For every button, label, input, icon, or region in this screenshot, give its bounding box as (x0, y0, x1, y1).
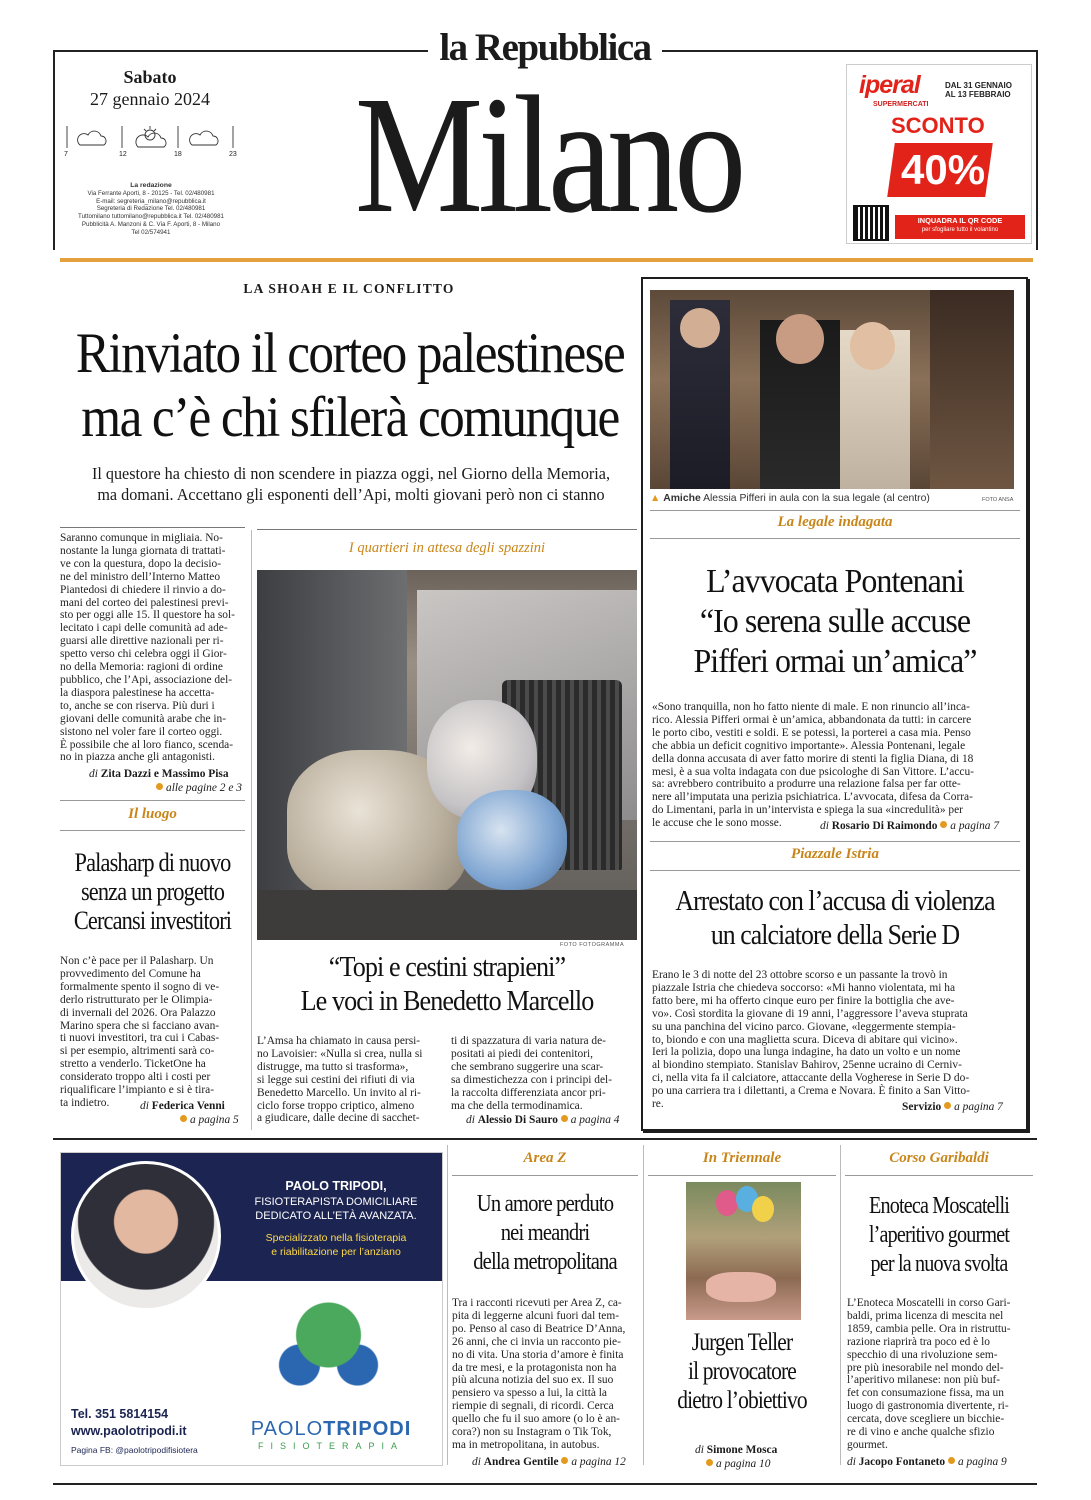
lead-body: Saranno comunque in migliaia. No- nostante la lunga giornata di trattati- ve con la questura, dopo la decisio- ne del ministro dell’Interno Matteo Piantedosi di chiedere il rinvio a do- mani del corteo dei palestinesi previ- sto per oggi alle 15. Il questore ha sol- lecitato i capi delle comunità ad ade- guarsi alle direttive nazionali per ri- spetto verso chi celebra oggi il Gior- no della Memoria: ragioni di ordine pubblico, che l’Api, associazione del- la diaspora palestinese ha accetta- to, anche se con riserva. Più duri i giovani delle comunità arabe che in- sistono nel voler fare il corteo oggi. È possibile che al loro fianco, scenda- no in piazza anche gli antagonisti. (60, 532, 235, 764)
istria-kicker: Piazzale Istria (791, 846, 879, 862)
bullet-icon (948, 1457, 955, 1464)
redazione-line: Via Ferrante Aporti, 8 - 20125 - Tel. 02/480981 (87, 189, 215, 197)
redazione-line: Segreteria di Redazione Tel. 02/480981 (96, 205, 206, 213)
redazione-line: Tuttomilano tuttomilano@repubblica.it Tel. 02/480981 (78, 213, 224, 221)
balloon-icon (752, 1196, 774, 1222)
tripodi-tel: Tel. 351 5814154 (71, 1407, 169, 1421)
brand-logo: la Repubblica (439, 26, 651, 69)
byline-author: Andrea Gentile (483, 1456, 559, 1468)
byline-author: Zita Dazzi e Massimo Pisa (100, 768, 229, 780)
weather-strip (64, 124, 244, 160)
istria-byline (902, 1101, 1003, 1113)
redazione-line: Tel 02/574941 (131, 228, 171, 236)
temp: 12 (119, 151, 127, 158)
byline-author: Federica Venni (151, 1100, 225, 1112)
pontenani-byline: di Rosario Di Raimondo a pagina 7 (820, 820, 1000, 832)
redazione-box (66, 182, 236, 237)
palasharp-body: Non c’è pace per il Palasharp. Un provvedimento del Comune ha formalmente spento il sogno di ve- derlo ristrutturato per le Olimpia- di invernali del 2026. Ora Palazzo Marino spera che si facciano avan- ti nuovi investitori, tra cui i Cabas- si per esempio, altrimenti sarà co- stretto a venderlo. TicketOne ha considerato troppo alti i costi per riqualificare l’impianto e si è tira- ta indietro. (60, 955, 220, 1109)
areaz-byline: di Andrea Gentile a pagina 12 (472, 1456, 626, 1468)
garibaldi-ref[interactable]: a pagina 9 (957, 1456, 1007, 1468)
tripodi-photo (71, 1161, 221, 1311)
court-caption: ▲ Amiche Alessia Pifferi in aula con la sua legale (al centro) (650, 493, 930, 504)
iperal-logo: iperal (859, 71, 920, 99)
lead-byline: di Zita Dazzi e Massimo Pisa (89, 768, 229, 780)
city-title: Milano (354, 62, 742, 248)
bullet-icon (180, 1115, 187, 1122)
weekday: Sabato (123, 67, 177, 87)
pontenani-headline: L’avvocata Pontenani “Io serena sulle accuse Pifferi ormai un’amica” (693, 563, 977, 680)
rats-col2: ti di spazzatura di varia natura de- positati ai piedi dei contenitori, che sembrano suggerire una scar- sa dimestichezza con i principi del- la raccolta differenziata ancor pri- ma che della termodinamica. (451, 1035, 612, 1112)
iperal-dates: DAL 31 GENNAIO AL 13 FEBBRAIO (945, 81, 1012, 99)
palasharp-kicker: Il luogo (128, 806, 177, 822)
tripodi-name: PAOLO TRIPODI, (285, 1179, 387, 1193)
date: 27 gennaio 2024 (90, 89, 210, 109)
bullet-icon (940, 821, 947, 828)
pontenani-body: «Sono tranquilla, non ho fatto niente di male. E non rinuncio all’inca- rico. Alessia Pifferi ormai è un’amica, abbandonata da tutti: in carcere le porto cibo, vestiti e soldi. E se potessi, la porterei a casa mia. Penso che abbia un deficit cognitivo importante». Alessia Pontenani, legale della donna accusata di aver fatto morire di stenti la figlia Diana, di 18 mesi, è a sua volta indagata con due psicologhe di San Vittore. L’accu- sa: avrebbero contribuito a produrre una relazione falsa per far otte- nere all’imputata una perizia psichiatrica. L’avvocata, difesa da Corra- do Limentani, parla in un’intervista e spiega la sua «incredulità» per le accuse che le sono mosse. (652, 701, 974, 830)
redazione-line: E-mail: segreteria_milano@repubblica.it (96, 197, 206, 205)
rats-col1: L’Amsa ha chiamato in causa persi- no Lavoisier: «Nulla si crea, nulla si distrugge, ma tutto si trasforma», si legge sui cestini dei rifiuti di via Benedetto Marcello. Un invito al ri- ciclo forse troppo criptico, almeno a giudicare, dalle decine di sacchet- (257, 1035, 423, 1125)
garibaldi-byline: di Jacopo Fontaneto a pagina 9 (847, 1456, 1007, 1468)
teller-photo (686, 1182, 801, 1320)
garibaldi-headline: Enoteca Moscatelli l’aperitivo gourmet per la nuova svolta (868, 1193, 1010, 1277)
section-label: LA SHOAH E IL CONFLITTO (243, 281, 455, 296)
pontenani-kicker: La legale indagata (777, 514, 893, 530)
byline-author: Servizio (902, 1101, 942, 1113)
iperal-qr-cta (895, 215, 1025, 239)
tripodi-role: FISIOTERAPISTA DOMICILIARE DEDICATO ALL’ETÀ AVANZATA. (254, 1196, 418, 1222)
iperal-percent: 40% (901, 146, 986, 193)
cloud-icon (78, 131, 106, 145)
tripodi-logo-sub: FISIOTERAPIA (257, 1441, 404, 1451)
palasharp-ref[interactable]: a pagina 5 (180, 1114, 239, 1126)
balloon-icon (716, 1190, 738, 1216)
tripodi-fb: Pagina FB: @paolotripodifisiotera (71, 1445, 198, 1455)
sun-icon (145, 130, 155, 140)
triennale-kicker: In Triennale (702, 1150, 782, 1166)
garibaldi-kicker: Corso Garibaldi (889, 1150, 989, 1166)
iperal-qr-title: INQUADRA IL QR CODE (917, 216, 1003, 225)
tree-logo-icon (256, 1293, 401, 1413)
tripodi-site[interactable]: www.paolotripodi.it (71, 1424, 187, 1438)
byline-author: Jacopo Fontaneto (858, 1456, 946, 1468)
masthead-band (60, 258, 1033, 262)
garbage-bag (457, 790, 567, 890)
date-box (60, 66, 240, 110)
tripodi-ad[interactable] (60, 1152, 443, 1466)
court-credit: FOTO ANSA (982, 497, 1014, 503)
areaz-ref[interactable]: a pagina 12 (571, 1456, 626, 1468)
temp: 18 (174, 151, 182, 158)
rats-headline: “Topi e cestini strapieni” Le voci in Benedetto Marcello (300, 951, 594, 1017)
iperal-sconto: SCONTO (891, 113, 985, 138)
iperal-sub: SUPERMERCATI (873, 101, 929, 108)
temp: 7 (64, 151, 68, 158)
redazione-title: La redazione (130, 182, 172, 189)
rats-kicker: I quartieri in attesa degli spazzini (348, 540, 546, 556)
triennale-ref[interactable]: a pagina 10 (706, 1458, 770, 1470)
garibaldi-body: L’Enoteca Moscatelli in corso Gari- baldi, prima licenza di mescita nel 1859, cambia pelle. Ora in ristruttu- razione riaprirà tra poco ed è lo specchio di una rivoluzione sem- pre più inesorabile nel mondo del- l’aperitivo milanese: non più buf- fet con consumazione fissa, ma un luogo di gastronomia divertente, ri- cercata, dove scegliere un bicchie- re di vino e anche qualche sfizio gourmet. (847, 1297, 1011, 1451)
caption-triangle-icon: ▲ (650, 493, 661, 504)
lead-ref[interactable]: alle pagine 2 e 3 (156, 782, 242, 794)
areaz-kicker: Area Z (523, 1150, 567, 1166)
triennale-headline: Jurgen Teller il provocatore dietro l’obiettivo (677, 1329, 807, 1414)
areaz-headline: Un amore perduto nei meandri della metropolitana (473, 1191, 617, 1275)
redazione-line: Pubblicità A. Manzoni & C. Via F. Aporti, 8 - Milano (81, 220, 221, 228)
lead-headline: Rinviato il corteo palestinese ma c’è chi sfilerà comunque (75, 322, 625, 449)
iperal-ad[interactable] (846, 64, 1032, 244)
palasharp-byline: di Federica Venni (140, 1100, 225, 1112)
triennale-byline: di Simone Mosca (695, 1444, 778, 1456)
bullet-icon (561, 1457, 568, 1464)
photo-credit: FOTO FOTOGRAMMA (560, 942, 625, 948)
iperal-qr-sub: per sfogliare tutto il volantino (921, 227, 999, 233)
areaz-body: Tra i racconti ricevuti per Area Z, ca- pita di leggerne alcuni fuori dal tem- po. Penso al caso di Beatrice D’Anna, 26 anni, che ci invia un racconto pie- no di vita. Una storia d’amore è finita da tre mesi, e la protagonista non ha più alcuna notizia del suo ex. Il suo pensiero va spesso a lui, la città la riempie di segnali, di ricordi. Cerca quello che fu il suo amore (o lo è an- cora?) non su Instagram o Tik Tok, ma in metropolitana, in autobus. (452, 1297, 626, 1451)
byline-author: Simone Mosca (706, 1444, 778, 1456)
palasharp-headline: Palasharp di nuovo senza un progetto Cercansi investitori (73, 848, 232, 935)
tripodi-logo: PAOLOTRIPODI (250, 1418, 412, 1440)
rats-byline: di Alessio Di Sauro a pagina 4 (466, 1114, 620, 1126)
istria-ref[interactable]: a pagina 7 (954, 1101, 1003, 1113)
lead-summary: Il questore ha chiesto di non scendere in piazza oggi, nel Giorno della Memoria, ma domani. Accettano gli esponenti dell’Api, molti giovani però non ci stanno (92, 464, 610, 504)
bullet-icon (156, 783, 163, 790)
cloud-icon (190, 131, 218, 145)
istria-headline: Arrestato con l’accusa di violenza un calciatore della Serie D (675, 886, 995, 951)
bullet-icon (706, 1459, 713, 1466)
tripodi-spec: Specializzato nella fisioterapia e riabilitazione per l’anziano (265, 1232, 407, 1258)
temp: 23 (229, 151, 237, 158)
weather-icons (64, 124, 244, 160)
pontenani-ref[interactable]: a pagina 7 (950, 820, 1000, 832)
garbage-photo (257, 570, 637, 940)
bullet-icon (561, 1115, 568, 1122)
istria-body: Erano le 3 di notte del 23 ottobre scorso e un passante la trovò in piazzale Istria che chiedeva soccorso: «Mi hanno violentata, mi ha fatto bere, mi ha offerto cinque euro per finire la bottiglia che ave- vo». Così stordita la giovane di 19 anni, l’aggressore l’aveva stuprata su una panchina del vicino parco. Giovane, «leggermente stempia- to, biondo e con una maglietta scura. Diceva di abitare qui vicino». Ieri la polizia, dopo una lunga indagine, ha dato un volto e un nome al biondino stempiato. Stanislav Bahirov, 25enne ucraino di Cerniv- ci, nella vita fa il calciatore, attaccante della Vogherese in Serie D do- po una carriera tra i dilettanti, a Crema e Novara. È finito a San Vitto- re. (652, 969, 970, 1111)
byline-author: Rosario Di Raimondo (831, 820, 938, 832)
court-photo (650, 290, 1014, 489)
rats-ref[interactable]: a pagina 4 (570, 1114, 620, 1126)
byline-author: Alessio Di Sauro (477, 1114, 558, 1126)
qr-code-icon (855, 207, 887, 239)
bullet-icon (944, 1102, 951, 1109)
